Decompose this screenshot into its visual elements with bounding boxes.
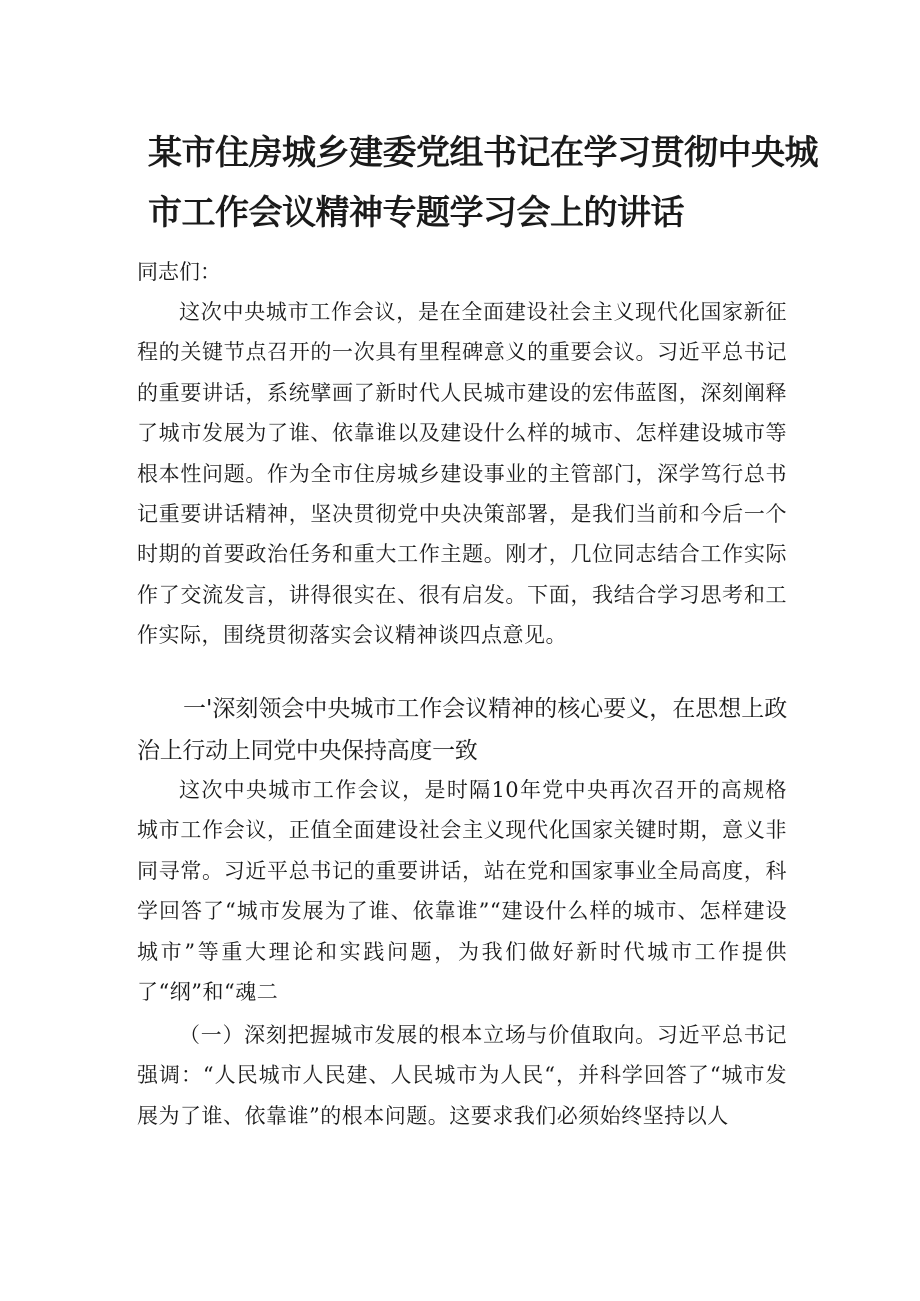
document-title-line2: 市工作会议精神专题学习会上的讲话 [148, 193, 684, 233]
document-title-line1: 某市住房城乡建委党组书记在学习贯彻中央城 [148, 133, 818, 173]
section-heading-1: 一'深刻领会中央城市工作会议精神的核心要义，在思想上政治上行动上同党中央保持高度一致 [137, 696, 787, 764]
paragraph-opening: 这次中央城市工作会议，是在全面建设社会主义现代化国家新征程的关键节点召开的一次具有里程碑意义的重要会议。习近平总书记的重要讲话，系统擘画了新时代人民城市建设的宏伟蓝图，深刻阐释了城市发展为了谁、依靠谁以及建设什么样的城市、怎样建设城市等根本性问题。作为全市住房城乡建设事业的主管部门，深学笃行总书记重要讲话精神，坚决贯彻党中央决策部署，是我们当前和今后一个时期的首要政治任务和重大工作主题。刚才，几位同志结合工作实际作了交流发言，讲得很实在、很有启发。下面，我结合学习思考和工作实际，围绕贯彻落实会议精神谈四点意见。 [137, 300, 787, 648]
salutation: 同志们： [137, 260, 221, 284]
paragraph-section1-intro: 这次中央城市工作会议，是时隔10年党中央再次召开的高规格城市工作会议，正值全面建设社会主义现代化国家关键时期，意义非同寻常。习近平总书记的重要讲话，站在党和国家事业全局高度，科学回答了“城市发展为了谁、依靠谁”“建设什么样的城市、怎样建设城市”等重大理论和实践问题，为我们做好新时代城市工作提供了“纲”和“魂二 [137, 778, 787, 1005]
paragraph-subsection-1: （一）深刻把握城市发展的根本立场与价值取向。习近平总书记强调：“人民城市人民建、人民城市为人民“，并科学回答了“城市发展为了谁、依靠谁”的根本问题。这要求我们必须始终坚持以人 [137, 1023, 787, 1128]
